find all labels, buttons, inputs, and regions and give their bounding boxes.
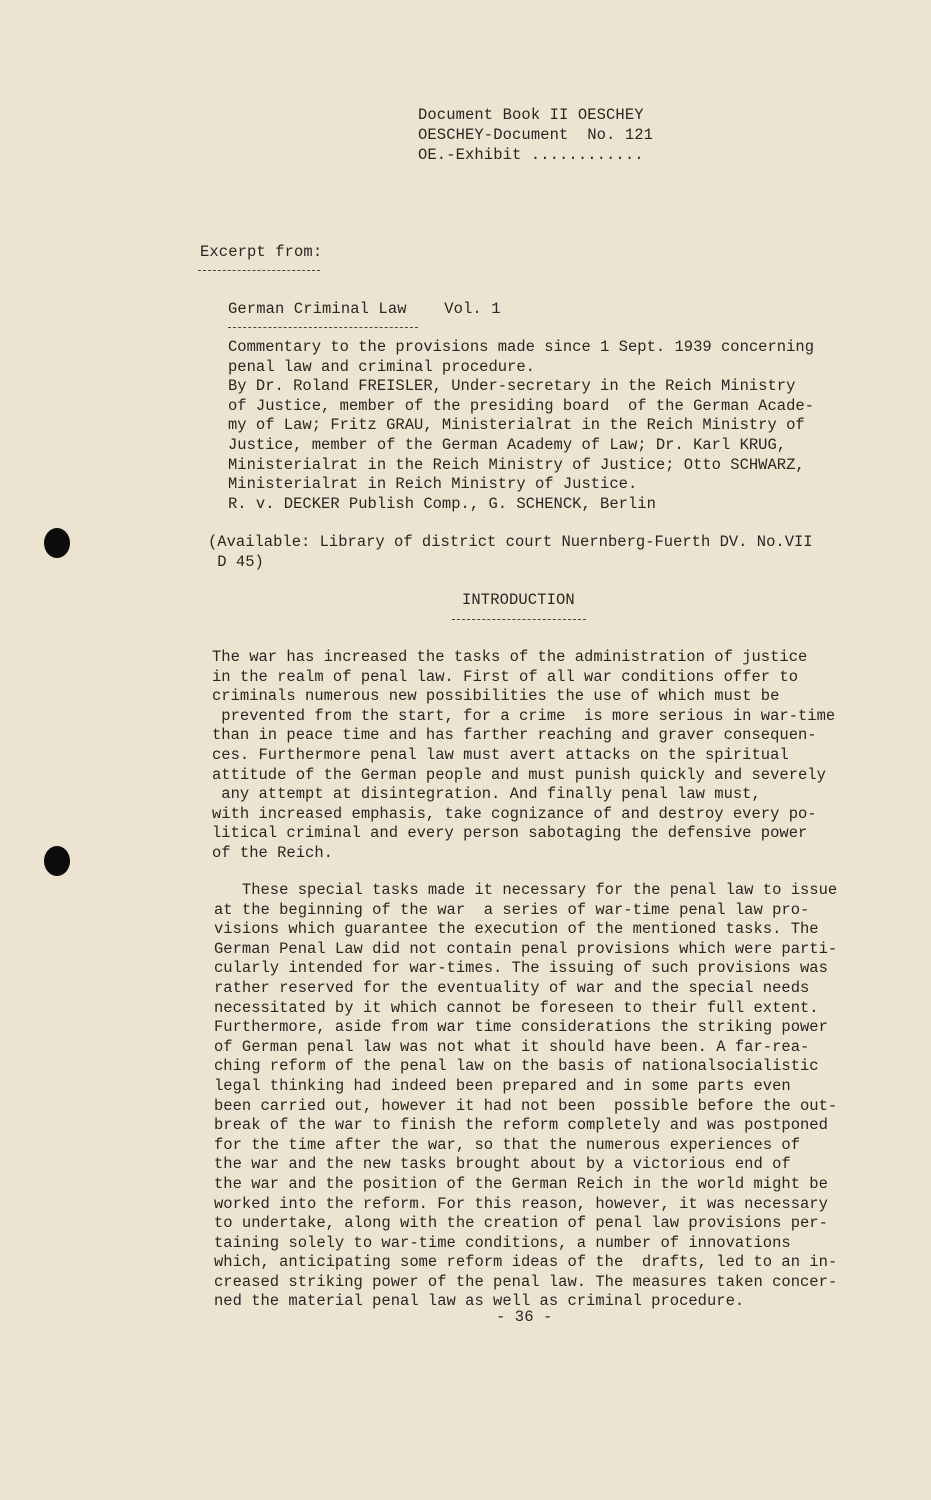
paragraph-line: to undertake, along with the creation of penal law provisions per- [214,1214,828,1233]
source-line: of Justice, member of the presiding board of the German Acade- [228,396,814,415]
paragraph-line: rather reserved for the eventuality of war and the special needs [214,978,810,997]
paragraph-line: taining solely to war-time conditions, a number of innovations [214,1233,791,1252]
paragraph-line: German Penal Law did not contain penal provisions which were parti- [214,939,838,958]
source-line: Ministerialrat in the Reich Ministry of Justice; Otto SCHWARZ, [228,455,805,474]
availability-line: (Available: Library of district court Nuernberg-Fuerth DV. No.VII [208,533,813,551]
excerpt-label: Excerpt from: [200,243,323,261]
availability-line: D 45) [208,552,264,571]
source-line: Ministerialrat in Reich Ministry of Justice. [228,475,638,494]
source-line: my of Law; Fritz GRAU, Ministerialrat in the Reich Ministry of [228,416,805,435]
paragraph-line: visions which guarantee the execution of the mentioned tasks. The [214,920,819,939]
paragraph-2 [214,881,837,1312]
paragraph-line: the war and the position of the German Reich in the world might be [214,1174,828,1193]
paragraph-line: at the beginning of the war a series of war-time penal law pro- [214,900,810,919]
paragraph-line: creased striking power of the penal law. The measures taken concer- [214,1272,838,1291]
source-line: Justice, member of the German Academy of Law; Dr. Karl KRUG, [228,435,787,454]
paragraph-line: for the time after the war, so that the numerous experiences of [214,1135,800,1154]
header-document-book: Document Book II OESCHEY [418,106,644,124]
paragraph-line: litical criminal and every person sabotaging the defensive power [212,824,808,843]
paragraph-line: ching reform of the penal law on the basis of nationalsocialistic [214,1057,819,1076]
paragraph-line: cularly intended for war-times. The issuing of such provisions was [214,959,828,978]
paragraph-line: These special tasks made it necessary for the penal law to issue [214,881,838,899]
paragraph-line: The war has increased the tasks of the administration of justice [212,648,808,666]
paragraph-line: Furthermore, aside from war time considerations the striking power [214,1018,828,1037]
excerpt-underline [198,270,320,271]
source-description [228,338,814,514]
paragraph-line: any attempt at disintegration. And finally penal law must, [212,785,761,804]
paragraph-line: been carried out, however it had not been possible before the out- [214,1096,838,1115]
paragraph-line: necessitated by it which cannot be foreseen to their full extent. [214,998,819,1017]
section-title: INTRODUCTION [462,591,575,609]
paragraph-line: attitude of the German people and must punish quickly and severely [212,765,826,784]
paragraph-line: in the realm of penal law. First of all war conditions offer to [212,667,798,686]
availability-note [208,533,813,572]
paragraph-line: of German penal law was not what it should have been. A far-rea- [214,1037,810,1056]
source-line: R. v. DECKER Publish Comp., G. SCHENCK, Berlin [228,494,656,513]
header-document-number: OESCHEY-Document No. 121 [418,126,654,144]
paragraph-line: ces. Furthermore penal law must avert attacks on the spiritual [212,745,789,764]
source-line: Commentary to the provisions made since 1 Sept. 1939 concerning [228,338,814,356]
source-title-underline [228,327,418,328]
page-number: - 36 - [496,1308,553,1326]
paragraph-line: which, anticipating some reform ideas of the drafts, led to an in- [214,1253,838,1272]
paragraph-line: break of the war to finish the reform completely and was postponed [214,1116,828,1135]
paragraph-line: with increased emphasis, take cognizance of and destroy every po- [212,804,817,823]
section-title-underline [452,619,586,620]
header-exhibit: OE.-Exhibit ............ [418,146,644,164]
source-line: By Dr. Roland FREISLER, Under-secretary in the Reich Ministry [228,377,796,396]
paragraph-line: prevented from the start, for a crime is more serious in war-time [212,706,836,725]
paragraph-line: criminals numerous new possibilities the use of which must be [212,687,780,706]
source-line: penal law and criminal procedure. [228,357,535,376]
paragraph-line: worked into the reform. For this reason, however, it was necessary [214,1194,828,1213]
paragraph-line: legal thinking had indeed been prepared and in some parts even [214,1076,791,1095]
paragraph-line: the war and the new tasks brought about by a victorious end of [214,1155,791,1174]
paragraph-line: of the Reich. [212,843,333,862]
source-title: German Criminal Law Vol. 1 [228,300,501,318]
punch-hole-top [44,528,70,558]
paragraph-line: than in peace time and has farther reaching and graver consequen- [212,726,817,745]
punch-hole-bottom [44,846,70,876]
paragraph-1 [212,648,835,864]
paragraph-line: ned the material penal law as well as criminal procedure. [214,1292,745,1311]
